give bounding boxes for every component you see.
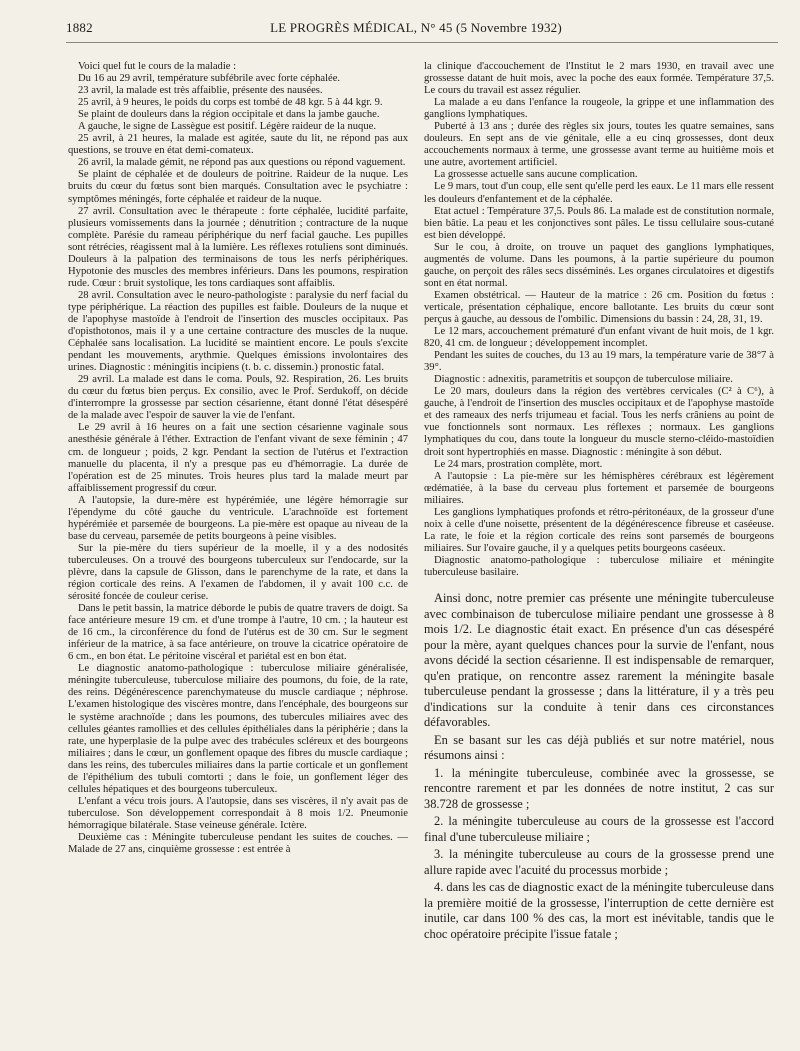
paragraph: la clinique d'accouchement de l'Institut le 2 mars 1930, en travail avec une grossesse datant de huit mois, avec la poche des eaux formée. Température 37,5. Le cours du travail est assez régulier. xyxy=(424,61,774,97)
right-column xyxy=(424,61,774,942)
paragraph: La grossesse actuelle sans aucune complication. xyxy=(434,169,638,181)
paragraph: Se plaint de céphalée et de douleurs de poitrine. Raideur de la nuque. Les bruits du cœur du fœtus sont bien marqués. Consultation avec le psychiatre : symptômes méningés, forte céphalée et raideur de la nuque. xyxy=(68,169,408,205)
list-item: 4. dans les cas de diagnostic exact de la méningite tuberculeuse dans la première moitié de la grossesse, l'interruption de cette dernière est inutile, car dans 100 % des cas, la mort est inévitable, tandis que le choc opératoire précipite l'issue fatale ; xyxy=(424,880,774,941)
paragraph: 29 avril. La malade est dans le coma. Pouls, 92. Respiration, 26. Les bruits du cœur du fœtus bien perçus. Ex consilio, avec le Prof. Serdukoff, on décide d'interrompre la grossesse par section césarienne, étant donné l'état désespéré de la malade avec l'espoir de sauver la vie de l'enfant. xyxy=(68,374,408,422)
paragraph: Voici quel fut le cours de la maladie : xyxy=(78,61,237,72)
paragraph: Sur la pie-mère du tiers supérieur de la moelle, il y a des nodosités tuberculeuses. On a trouvé des bourgeons tuberculeux sur l'endocarde, sur la plèvre, dans la capsule de Glisson, dans le parenchyme de la rate, et dans la région corticale des reins. A l'examen de l'abdomen, il y avait 100 c.c. de sérosité foncée de couleur cerise. xyxy=(68,542,408,603)
page-header xyxy=(66,20,766,42)
list-item: 1. la méningite tuberculeuse, combinée avec la grossesse, se rencontre rarement et par les données de notre institut, 2 cas sur 38.728 de grossesse ; xyxy=(424,765,774,811)
paragraph: Deuxième cas : Méningite tuberculeuse pendant les suites de couches. — Malade de 27 ans, cinquième grossesse : est entrée à xyxy=(68,832,408,856)
paragraph: A l'autopsie : La pie-mère sur les hémisphères cérébraux est légèrement œdématiée, à la base du cerveau plus fortement et parsemée de bourgeons miliaires. xyxy=(424,470,774,506)
paragraph: Du 16 au 29 avril, température subfébrile avec forte céphalée. xyxy=(78,73,341,85)
paragraph: Le 29 avril à 16 heures on a fait une section césarienne vaginale sous anesthésie générale à l'éther. Extraction de l'enfant vivant de sexe féminin ; 47 cm. de longueur ; poids, 2 kgr. Pendant la section de l'utérus et l'extraction manuelle du placenta, il n'y a presque pas eu d'hémorragie. La durée de l'opération est de 25 minutes. Trois heures plus tard la malade meurt par affaiblissement progressif du cœur. xyxy=(68,422,408,494)
paragraph: 25 avril, à 9 heures, le poids du corps est tombé de 48 kgr. 5 à 44 kgr. 9. xyxy=(78,97,383,109)
paragraph: Se plaint de douleurs dans la région occipitale et dans la jambe gauche. xyxy=(78,109,380,121)
paragraph: Dans le petit bassin, la matrice déborde le pubis de quatre travers de doigt. Sa face antérieure mesure 19 cm. et d'une trompe à l'autre, 10 cm. ; la hauteur est de 16 cm., la circonférence du fond de l'utérus est de 30 cm. Sur le segment inférieur de la matrice, à sa face antérieure, on trouve la cicatrice opératoire de 6 cm., en bon état. Le péritoine viscéral et pariétal est en bon état. xyxy=(68,603,408,663)
paragraph: 26 avril, la malade gémit, ne répond pas aux questions ou répond vaguement. xyxy=(78,157,406,169)
paragraph: La malade a eu dans l'enfance la rougeole, la grippe et une inflammation des ganglions lymphatiques. xyxy=(424,97,774,121)
paragraph: Etat actuel : Température 37,5. Pouls 86. La malade est de constitution normale, bien bâtie. La peau et les conjonctives sont pâles. Le tissu cellulaire sous-cutané est bien développé. xyxy=(424,205,774,241)
paragraph: 23 avril, la malade est très affaiblie, présente des nausées. xyxy=(78,85,323,97)
paragraph: Puberté à 13 ans ; durée des règles six jours, toutes les quatre semaines, sans douleurs. En sept ans de vie génitale, elle a eu cinq grossesses, dont deux accouchements normaux à terme, une grossesse avant terme au huitième mois et une autre, avortement artificiel. xyxy=(424,121,774,169)
paragraph: Le 24 mars, prostration complète, mort. xyxy=(434,458,603,470)
header-rule xyxy=(66,42,778,43)
paragraph: 25 avril, à 21 heures, la malade est agitée, saute du lit, ne répond pas aux questions, se trouve en état demi-comateux. xyxy=(68,133,408,157)
page-number: 1882 xyxy=(66,20,93,35)
list-item: 3. la méningite tuberculeuse au cours de la grossesse prend une allure rapide avec l'acuité du processus morbide ; xyxy=(424,847,774,877)
paragraph: Le 12 mars, accouchement prématuré d'un enfant vivant de huit mois, de 1 kgr. 820, 41 cm. de longueur ; développement incomplet. xyxy=(424,326,774,350)
large-paragraph: Ainsi donc, notre premier cas présente une méningite tuberculeuse avec combinaison de tuberculose miliaire pendant une grossesse à 8 mois 1/2. Le diagnostic était exact. En présence d'un cas désespéré pour la mère, ayant quelques chances pour la survie de l'enfant, nous avons décidé la section césarienne. Il est indispensable de remarquer, qu'en pratique, on rencontre assez rarement la méningite basale tuberculeuse pendant la grossesse ; dans la littérature, il y a très peu d'indications sur la conduite à tenir dans ces circonstances défavorables. xyxy=(424,591,774,730)
paragraph: Le 9 mars, tout d'un coup, elle sent qu'elle perd les eaux. Le 11 mars elle ressent les douleurs d'enfantement et de la céphalée. xyxy=(424,181,774,205)
paragraph: Le diagnostic anatomo-pathologique : tuberculose miliaire généralisée, méningite tuberculeuse, tuberculose miliaire des poumons, du foie, de la rate, des reins. Dégénérescence parenchymateuse du muscle cardiaque ; néphrose. L'examen histologique des viscères montre, dans l'encéphale, des bourgeons sur le système arachnoïde ; dans les poumons, des tubercules miliaires avec des cellules géantes ramollies et des cellules épithéliales dans la périphérie ; dans la rate, une hyperplasie de la pulpe avec des trabécules scléreux et des bourgeons miliaires ; dans le cœur, un gonflement opaque des fibres du muscle cardiaque ; dans les reins, des tubercules miliaires dans la partie corticale et un gonflement de l'épithélium des tubuli comtorti ; dans le foie, un gonflement léger des cellules hépatiques et des bourgeons tuberculeux. xyxy=(68,663,408,795)
paragraph: A l'autopsie, la dure-mère est hypérémiée, une légère hémorragie sur l'épendyme du côté gauche du ventricule. L'arachnoïde est fortement hypérémiée et parsemée de bourgeons. La pie-mère est opaque au niveau de la base du cerveau, parsemée de petits bourgeons à peine visibles. xyxy=(68,494,408,542)
left-column xyxy=(68,61,408,856)
paragraph: Examen obstétrical. — Hauteur de la matrice : 26 cm. Position du fœtus : verticale, présentation céphalique, encore ballotante. Les bruits du cœur sont perçus à gauche, au dessous de l'ombilic. Dimensions du bassin : 24, 28, 31, 19. xyxy=(424,289,774,325)
paragraph: Les ganglions lymphatiques profonds et rétro-péritonéaux, de la grosseur d'une noix à celle d'une noisette, présentent de la dégénérescence fibreuse et caséeuse. La rate, le foie et la région corticale des reins sont parsemés de bourgeons miliaires. Sur l'ovaire gauche, il y a quelques petits bourgeons caséeux. xyxy=(424,506,774,554)
paragraph: Diagnostic : adnexitis, parametritis et soupçon de tuberculose miliaire. xyxy=(434,374,733,386)
paragraph: A gauche, le signe de Lassègue est positif. Légère raideur de la nuque. xyxy=(78,121,376,133)
paragraph: Pendant les suites de couches, du 13 au 19 mars, la température varie de 38°7 à 39°. xyxy=(424,350,774,374)
list-item: 2. la méningite tuberculeuse au cours de la grossesse est l'accord final d'une tuberculeuse miliaire ; xyxy=(424,814,774,844)
running-title: LE PROGRÈS MÉDICAL, N° 45 (5 Novembre 1932) xyxy=(270,20,562,35)
paragraph: L'enfant a vécu trois jours. A l'autopsie, dans ses viscères, il n'y avait pas de tuberculose. Son développement correspondait à 8 mois 1/2. Pneumonie hémorragique bilatérale. Stase veineuse générale. Ictère. xyxy=(68,795,408,831)
paragraph: 27 avril. Consultation avec le thérapeute : forte céphalée, lucidité parfaite, plusieurs vomissements dans la journée ; dénutrition ; contracture de la nuque complète. Parésie du rameau périphérique du nerf facial gauche. Les pupilles sont rétrécies, réagissent mal à la lumière. Les réflexes rotuliens sont diminués. Douleurs à la palpation des terminaisons de tous les nerfs périphériques. Hypotonie des muscles des membres inférieurs. Dans les poumons, respiration rude. Cœur : bruit systolique, les tons cardiaques sont affaiblis. xyxy=(68,205,408,289)
paragraph: 28 avril. Consultation avec le neuro-pathologiste : paralysie du nerf facial du type périphérique. La réaction des pupilles est faible. Douleurs de la nuque et de l'apophyse mastoïde à l'endroit de l'insertion des muscles occipitaux. Pas d'opisthotonos, mais il y a une certaine contracture des muscles de la nuque. Céphalée sans localisation. La lucidité se maintient encore. Le pouls s'excite pendant les mouvements, arythmie. Quelques émissions involontaires des urines. Diagnostic : méningitis incipiens (t. b. c. dissemin.) pronostic fatal. xyxy=(68,289,408,374)
paragraph: Le 20 mars, douleurs dans la région des vertèbres cervicales (C² à C⁶), à gauche, à l'endroit de l'insertion des muscles occipitaux et de l'apophyse mastoïde et des rameaux des nerfs trijumeau et facial. Tous les nerfs crâniens au point de vue fonctionnels sont normaux. Les réflexes ; normaux. Les ganglions lymphatiques du cou, dans toute la longueur du muscle sterno-cléido-mastoïdien droit sont hypertrophiés en masse. Diagnostic : méningite à son début. xyxy=(424,386,774,458)
large-paragraph: En se basant sur les cas déjà publiés et sur notre matériel, nous résumons ainsi : xyxy=(424,732,774,763)
paragraph: Diagnostic anatomo-pathologique : tuberculose miliaire et méningite tuberculeuse basilaire. xyxy=(424,554,774,578)
paragraph: Sur le cou, à droite, on trouve un paquet des ganglions lymphatiques, augmentés de volume. Dans les poumons, à la partie supérieure du poumon gauche, on perçoit des râles secs disséminés. Les organes circulatoires et digestifs sont en état normal. xyxy=(424,241,774,289)
